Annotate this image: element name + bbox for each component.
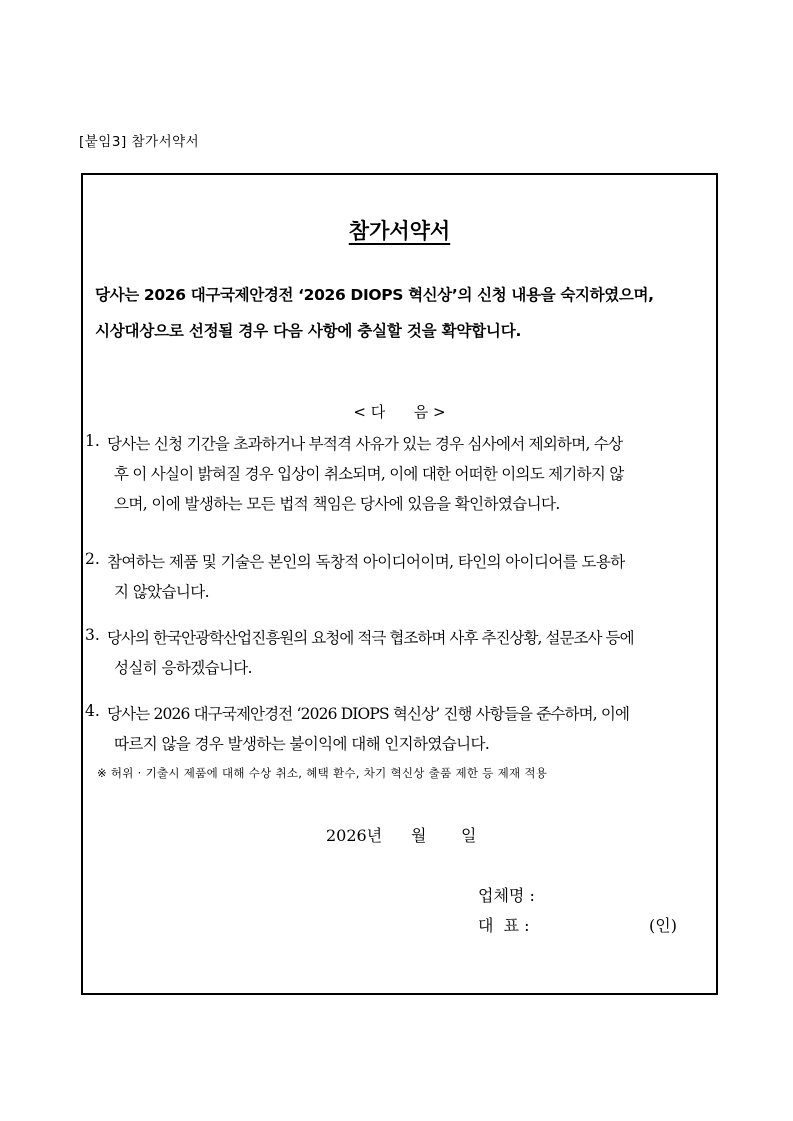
pledge-form (81, 173, 718, 995)
item-line: 으며, 이에 발생하는 모든 법적 책임은 당사에 있음을 확인하였습니다. (114, 495, 560, 513)
item-line: 따르지 않을 경우 발생하는 불이익에 대해 인지하였습니다. (114, 735, 490, 753)
document-title: 참가서약서 (348, 219, 451, 243)
date-month: 월 (411, 826, 427, 845)
item-number: 4. (85, 702, 100, 720)
intro-line-2: 시상대상으로 선정될 경우 다음 사항에 충실할 것을 확약합니다. (95, 322, 522, 340)
representative-label: 대 표 : (478, 916, 530, 935)
company-name-label: 업체명 : (478, 886, 535, 905)
item-line: 후 이 사실이 밝혀질 경우 입상이 취소되며, 이에 대한 어떠한 이의도 제기하지 않 (114, 465, 624, 483)
item-line: 지 않았습니다. (114, 583, 209, 601)
item-number: 2. (85, 550, 100, 568)
item-line: 당사의 한국안광학산업진흥원의 요청에 적극 협조하며 사후 추진상황, 설문조사 등에 (107, 629, 634, 647)
date-year: 2026년 (326, 826, 383, 845)
section-heading: < 다 음 > (353, 403, 446, 421)
item-line: 당사는 신청 기간을 초과하거나 부적격 사유가 있는 경우 심사에서 제외하며, 수상 (107, 435, 623, 453)
item-line: 성실히 응하겠습니다. (114, 659, 253, 677)
attachment-label: [붙임3] 참가서약서 (79, 134, 200, 150)
date-day: 일 (461, 826, 477, 845)
sanction-note: ※ 허위 · 기출시 제품에 대해 수상 취소, 혜택 환수, 차기 혁신상 출품 제한 등 제재 적용 (97, 766, 548, 780)
item-number: 3. (85, 626, 100, 644)
item-number: 1. (85, 432, 100, 450)
item-line: 당사는 2026 대구국제안경전 ‘2026 DIOPS 혁신상’ 진행 사항들을 준수하며, 이에 (107, 705, 630, 723)
intro-line-1: 당사는 2026 대구국제안경전 ‘2026 DIOPS 혁신상’의 신청 내용을 숙지하였으며, (95, 286, 654, 304)
item-line: 참여하는 제품 및 기술은 본인의 독창적 아이디어이며, 타인의 아이디어를 도용하 (107, 553, 625, 571)
seal-mark: (인) (649, 916, 677, 935)
